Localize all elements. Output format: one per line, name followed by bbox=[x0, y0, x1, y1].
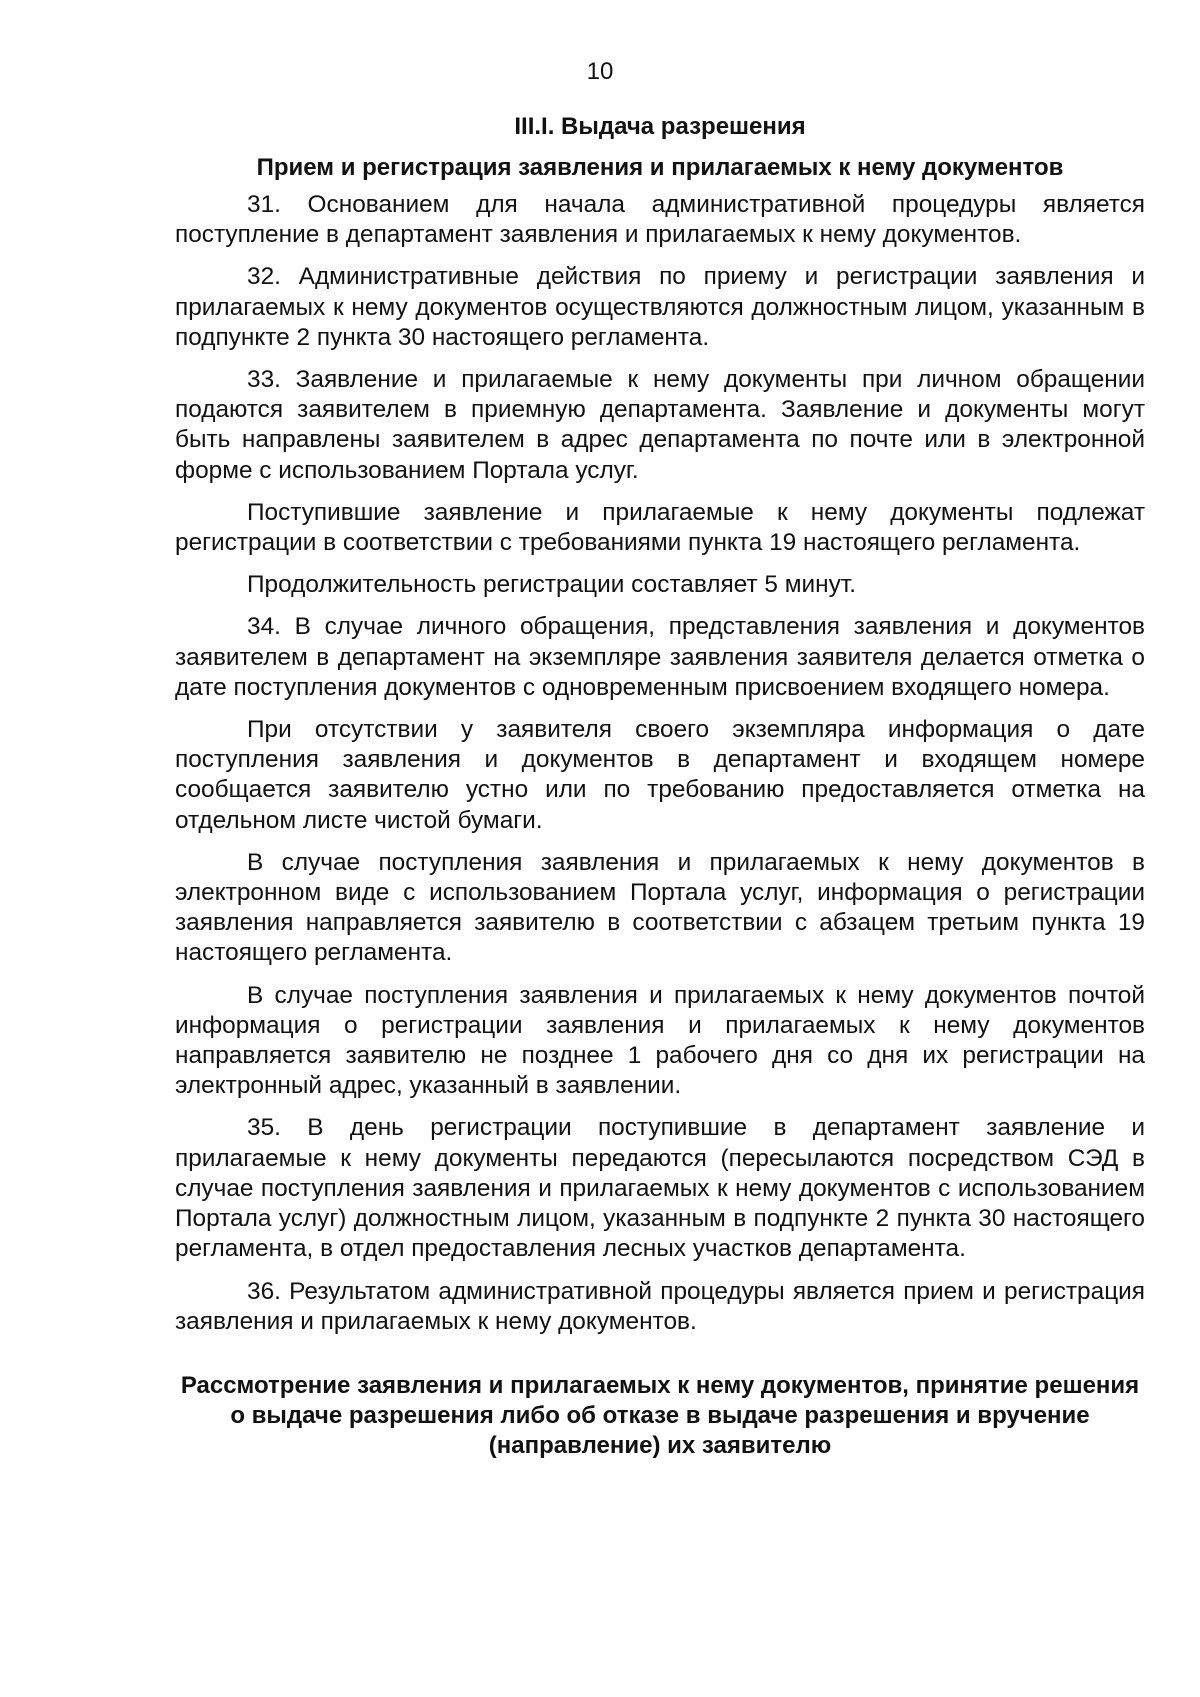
section-heading: III.I. Выдача разрешения bbox=[514, 113, 806, 140]
paragraph-31: 31. Основанием для начала административной процедуры является поступление в департамент заявления и прилагаемых к нему документов. bbox=[175, 191, 1145, 249]
paragraph-33-duration: Продолжительность регистрации составляет 5 минут. bbox=[247, 571, 857, 599]
document-body bbox=[175, 112, 1145, 1461]
paragraph-33-registration: Поступившие заявление и прилагаемые к нему документы подлежат регистрации в соответствии с требованиями пункта 19 настоящего регламента. bbox=[175, 498, 1145, 557]
paragraph-35: 35. В день регистрации поступившие в департамент заявление и прилагаемые к нему документы передаются (пересылаются посредством СЭД в случае поступления заявления и прилагаемых к нему документов с использованием Портала услуг) должностным лицом, указанным в подпункте 2 пункта 30 настоящего регламента, в отдел предоставления лесных участков департамента. bbox=[175, 1114, 1145, 1263]
subsection-heading: Прием и регистрация заявления и прилагаемых к нему документов bbox=[256, 154, 1064, 181]
paragraph-32: 32. Административные действия по приему и регистрации заявления и прилагаемых к нему документов осуществляются должностным лицом, указанным в подпункте 2 пункта 30 настоящего регламента. bbox=[175, 263, 1145, 351]
page-number: 10 bbox=[586, 58, 614, 85]
paragraph-33: 33. Заявление и прилагаемые к нему документы при личном обращении подаются заявителем в приемную департамента. Заявление и документы могут быть направлены заявителем в адрес департамента по почте или в электронной форме с использованием Портала услуг. bbox=[175, 366, 1145, 484]
paragraph-34: 34. В случае личного обращения, представления заявления и документов заявителем в департамент на экземпляре заявления заявителя делается отметка о дате поступления документов с одновременным присвоением входящего номера. bbox=[175, 613, 1145, 701]
paragraph-34-no-copy: При отсутствии у заявителя своего экземпляра информация о дате поступления заявления и документов в департамент и входящем номере сообщается заявителю устно или по требованию предоставляется отметка на отдельном листе чистой бумаги. bbox=[175, 716, 1145, 834]
paragraph-36: 36. Результатом административной процедуры является прием и регистрация заявления и прилагаемых к нему документов. bbox=[175, 1277, 1145, 1335]
paragraph-34-mail: В случае поступления заявления и прилагаемых к нему документов почтой информация о регистрации заявления и прилагаемых к нему документов направляется заявителю не позднее 1 рабочего дня со дня их регистрации на электронный адрес, указанный в заявлении. bbox=[175, 981, 1145, 1100]
paragraph-34-electronic: В случае поступления заявления и прилагаемых к нему документов в электронном виде с использованием Портала услуг, информация о регистрации заявления направляется заявителю в соответствии с абзацем третьим пункта 19 настоящего регламента. bbox=[175, 848, 1145, 967]
next-section-heading: Рассмотрение заявления и прилагаемых к нему документов, принятие решения о выдаче разрешения либо об отказе в выдаче разрешения и вручение (направление) их заявителю bbox=[180, 1371, 1140, 1459]
